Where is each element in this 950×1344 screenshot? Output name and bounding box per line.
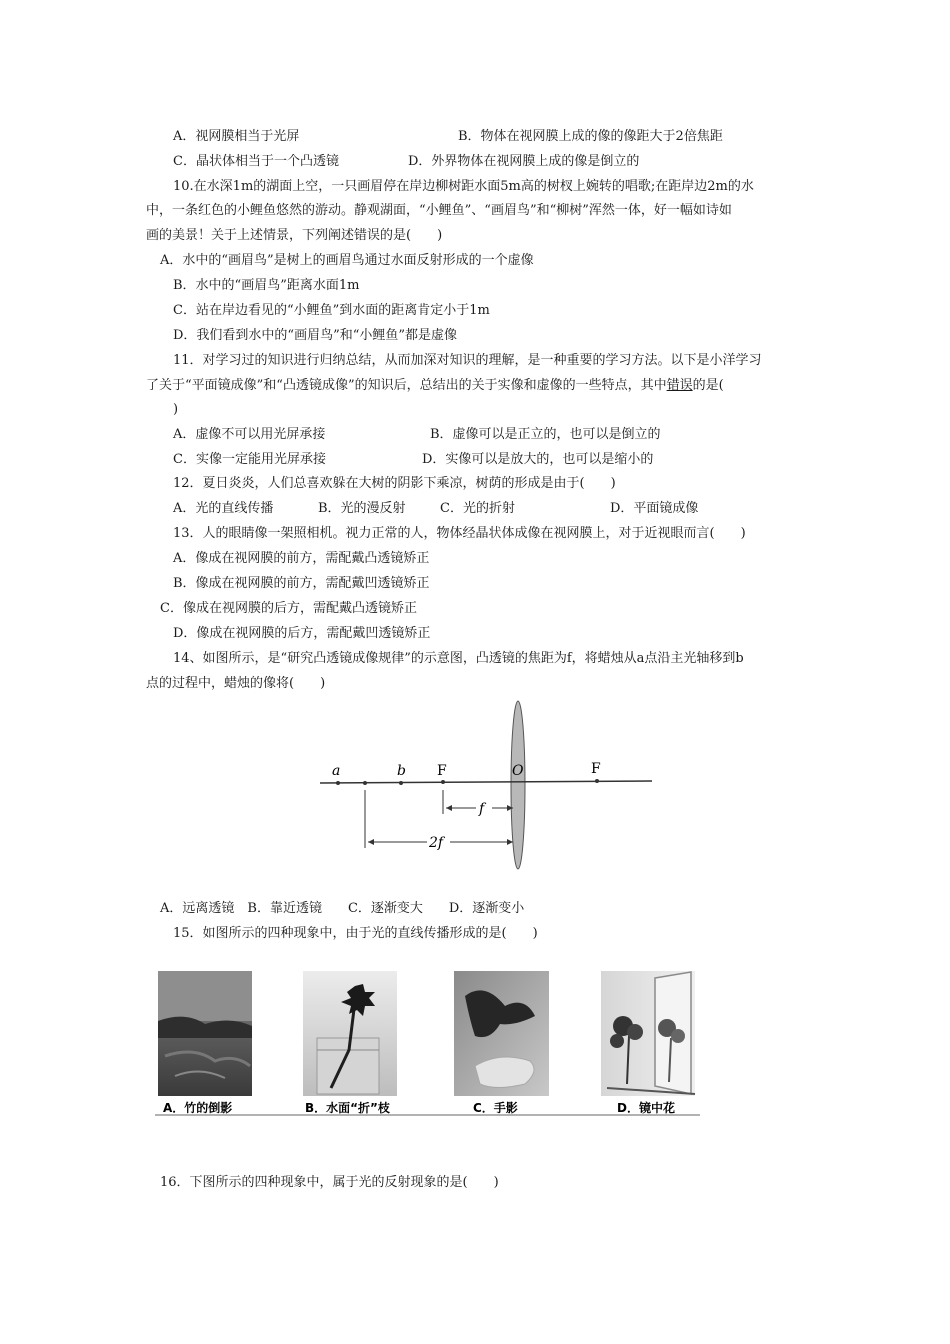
q11-stem-line2 [146, 377, 724, 395]
photo-bent-stick [303, 971, 397, 1096]
caption-a: A．竹的倒影 [163, 1101, 233, 1115]
photo-mirror-flower [601, 971, 695, 1096]
q13-option-b: B．像成在视网膜的前方，需配戴凹透镜矫正 [173, 576, 430, 591]
caption-b: B．水面“折”枝 [305, 1101, 390, 1115]
q11-option-d: D．实像可以是放大的，也可以是缩小的 [422, 452, 654, 467]
q15-photo-strip [155, 966, 700, 1120]
label-o: O [512, 763, 524, 779]
q11-stem-line2-start: 了关于“平面镜成像”和“凸透镜成像”的知识后，总结出的关于实像和虚像的一些特点，其中 [146, 378, 667, 393]
q10-option-b: B．水中的“画眉鸟”距离水面1m [173, 278, 360, 293]
q14-stem-line2: 点的过程中，蜡烛的像将( ) [146, 676, 326, 691]
point-2f [363, 781, 367, 785]
photo-hand-shadow [454, 971, 549, 1096]
label-f: f [479, 801, 485, 817]
q12-option-b: B．光的漫反射 [318, 501, 406, 516]
q9-option-c: C．晶状体相当于一个凸透镜 [173, 154, 339, 169]
q9-option-a: A．视网膜相当于光屏 [173, 129, 300, 144]
q13-option-a: A．像成在视网膜的前方，需配戴凸透镜矫正 [173, 551, 430, 566]
convex-lens-diagram [310, 690, 660, 870]
q12-option-c: C．光的折射 [440, 501, 515, 516]
q11-option-b: B．虚像可以是正立的，也可以是倒立的 [430, 427, 661, 442]
q11-emphasis-cuowu: 错误 [666, 378, 693, 393]
q10-stem-line1: 10.在水深1m的湖面上空，一只画眉停在岸边柳树距水面5m高的树杈上婉转的唱歌;在距岸边2m的水 [173, 179, 754, 194]
q12-option-d: D．平面镜成像 [610, 501, 699, 516]
q10-stem-line3: 画的美景！关于上述情景，下列阐述错误的是( ) [146, 228, 443, 243]
label-a: a [332, 763, 341, 779]
q14-stem-line1: 14、如图所示，是“研究凸透镜成像规律”的示意图，凸透镜的焦距为f，将蜡烛从a点沿主光轴移到b [173, 651, 744, 666]
q10-option-d: D．我们看到水中的“画眉鸟”和“小鲤鱼”都是虚像 [173, 328, 458, 343]
q13-stem: 13．人的眼睛像一架照相机。视力正常的人，物体经晶状体成像在视网膜上，对于近视眼而言( ) [173, 526, 746, 541]
q11-stem-line2-end: 的是( [692, 378, 724, 393]
arrow-2f-left [368, 839, 374, 845]
q11-stem-line1: 11．对学习过的知识进行归纳总结，从而加深对知识的理解，是一种重要的学习方法。以下是小洋学习 [173, 353, 762, 368]
q15-stem: 15．如图所示的四种现象中，由于光的直线传播形成的是( ) [173, 926, 538, 941]
label-f-left: F [437, 763, 447, 779]
q11-option-c: C．实像一定能用光屏承接 [173, 452, 326, 467]
q12-stem: 12．夏日炎炎，人们总喜欢躲在大树的阴影下乘凉，树荫的形成是由于( ) [173, 476, 616, 491]
q11-stem-line3: ) [173, 402, 179, 417]
q10-stem-line2: 中，一条红色的小鲤鱼悠然的游动。静观湖面，“小鲤鱼”、“画眉鸟”和“柳树”浑然一体，好一幅如诗如 [146, 203, 732, 218]
point-a [336, 781, 340, 785]
arrow-f-left [446, 805, 452, 811]
convex-lens [511, 701, 525, 869]
label-f-right: F [591, 761, 601, 777]
photo-bamboo-reflection [158, 971, 252, 1096]
principal-axis [320, 781, 652, 783]
arrow-2f-right [507, 839, 513, 845]
point-b [399, 781, 403, 785]
q9-option-d: D．外界物体在视网膜上成的像是倒立的 [408, 154, 640, 169]
q14-options: A．远离透镜 B．靠近透镜 C．逐渐变大 D．逐渐变小 [160, 901, 525, 916]
q13-option-c: C．像成在视网膜的后方，需配戴凸透镜矫正 [160, 601, 417, 616]
q9-option-b: B．物体在视网膜上成的像的像距大于2倍焦距 [458, 129, 723, 144]
q13-option-d: D．像成在视网膜的后方，需配戴凹透镜矫正 [173, 626, 431, 641]
point-f-right [595, 779, 599, 783]
caption-c: C．手影 [473, 1101, 518, 1115]
caption-d: D．镜中花 [617, 1101, 675, 1115]
label-2f: 2f [429, 835, 444, 851]
point-f-left [441, 780, 445, 784]
q12-option-a: A．光的直线传播 [173, 501, 274, 516]
q10-option-c: C．站在岸边看见的“小鲤鱼”到水面的距离肯定小于1m [173, 303, 490, 318]
q16-stem: 16．下图所示的四种现象中，属于光的反射现象的是( ) [160, 1175, 499, 1190]
label-b: b [397, 763, 406, 779]
q11-option-a: A．虚像不可以用光屏承接 [173, 427, 326, 442]
q10-option-a: A．水中的“画眉鸟”是树上的画眉鸟通过水面反射形成的一个虚像 [160, 253, 534, 268]
